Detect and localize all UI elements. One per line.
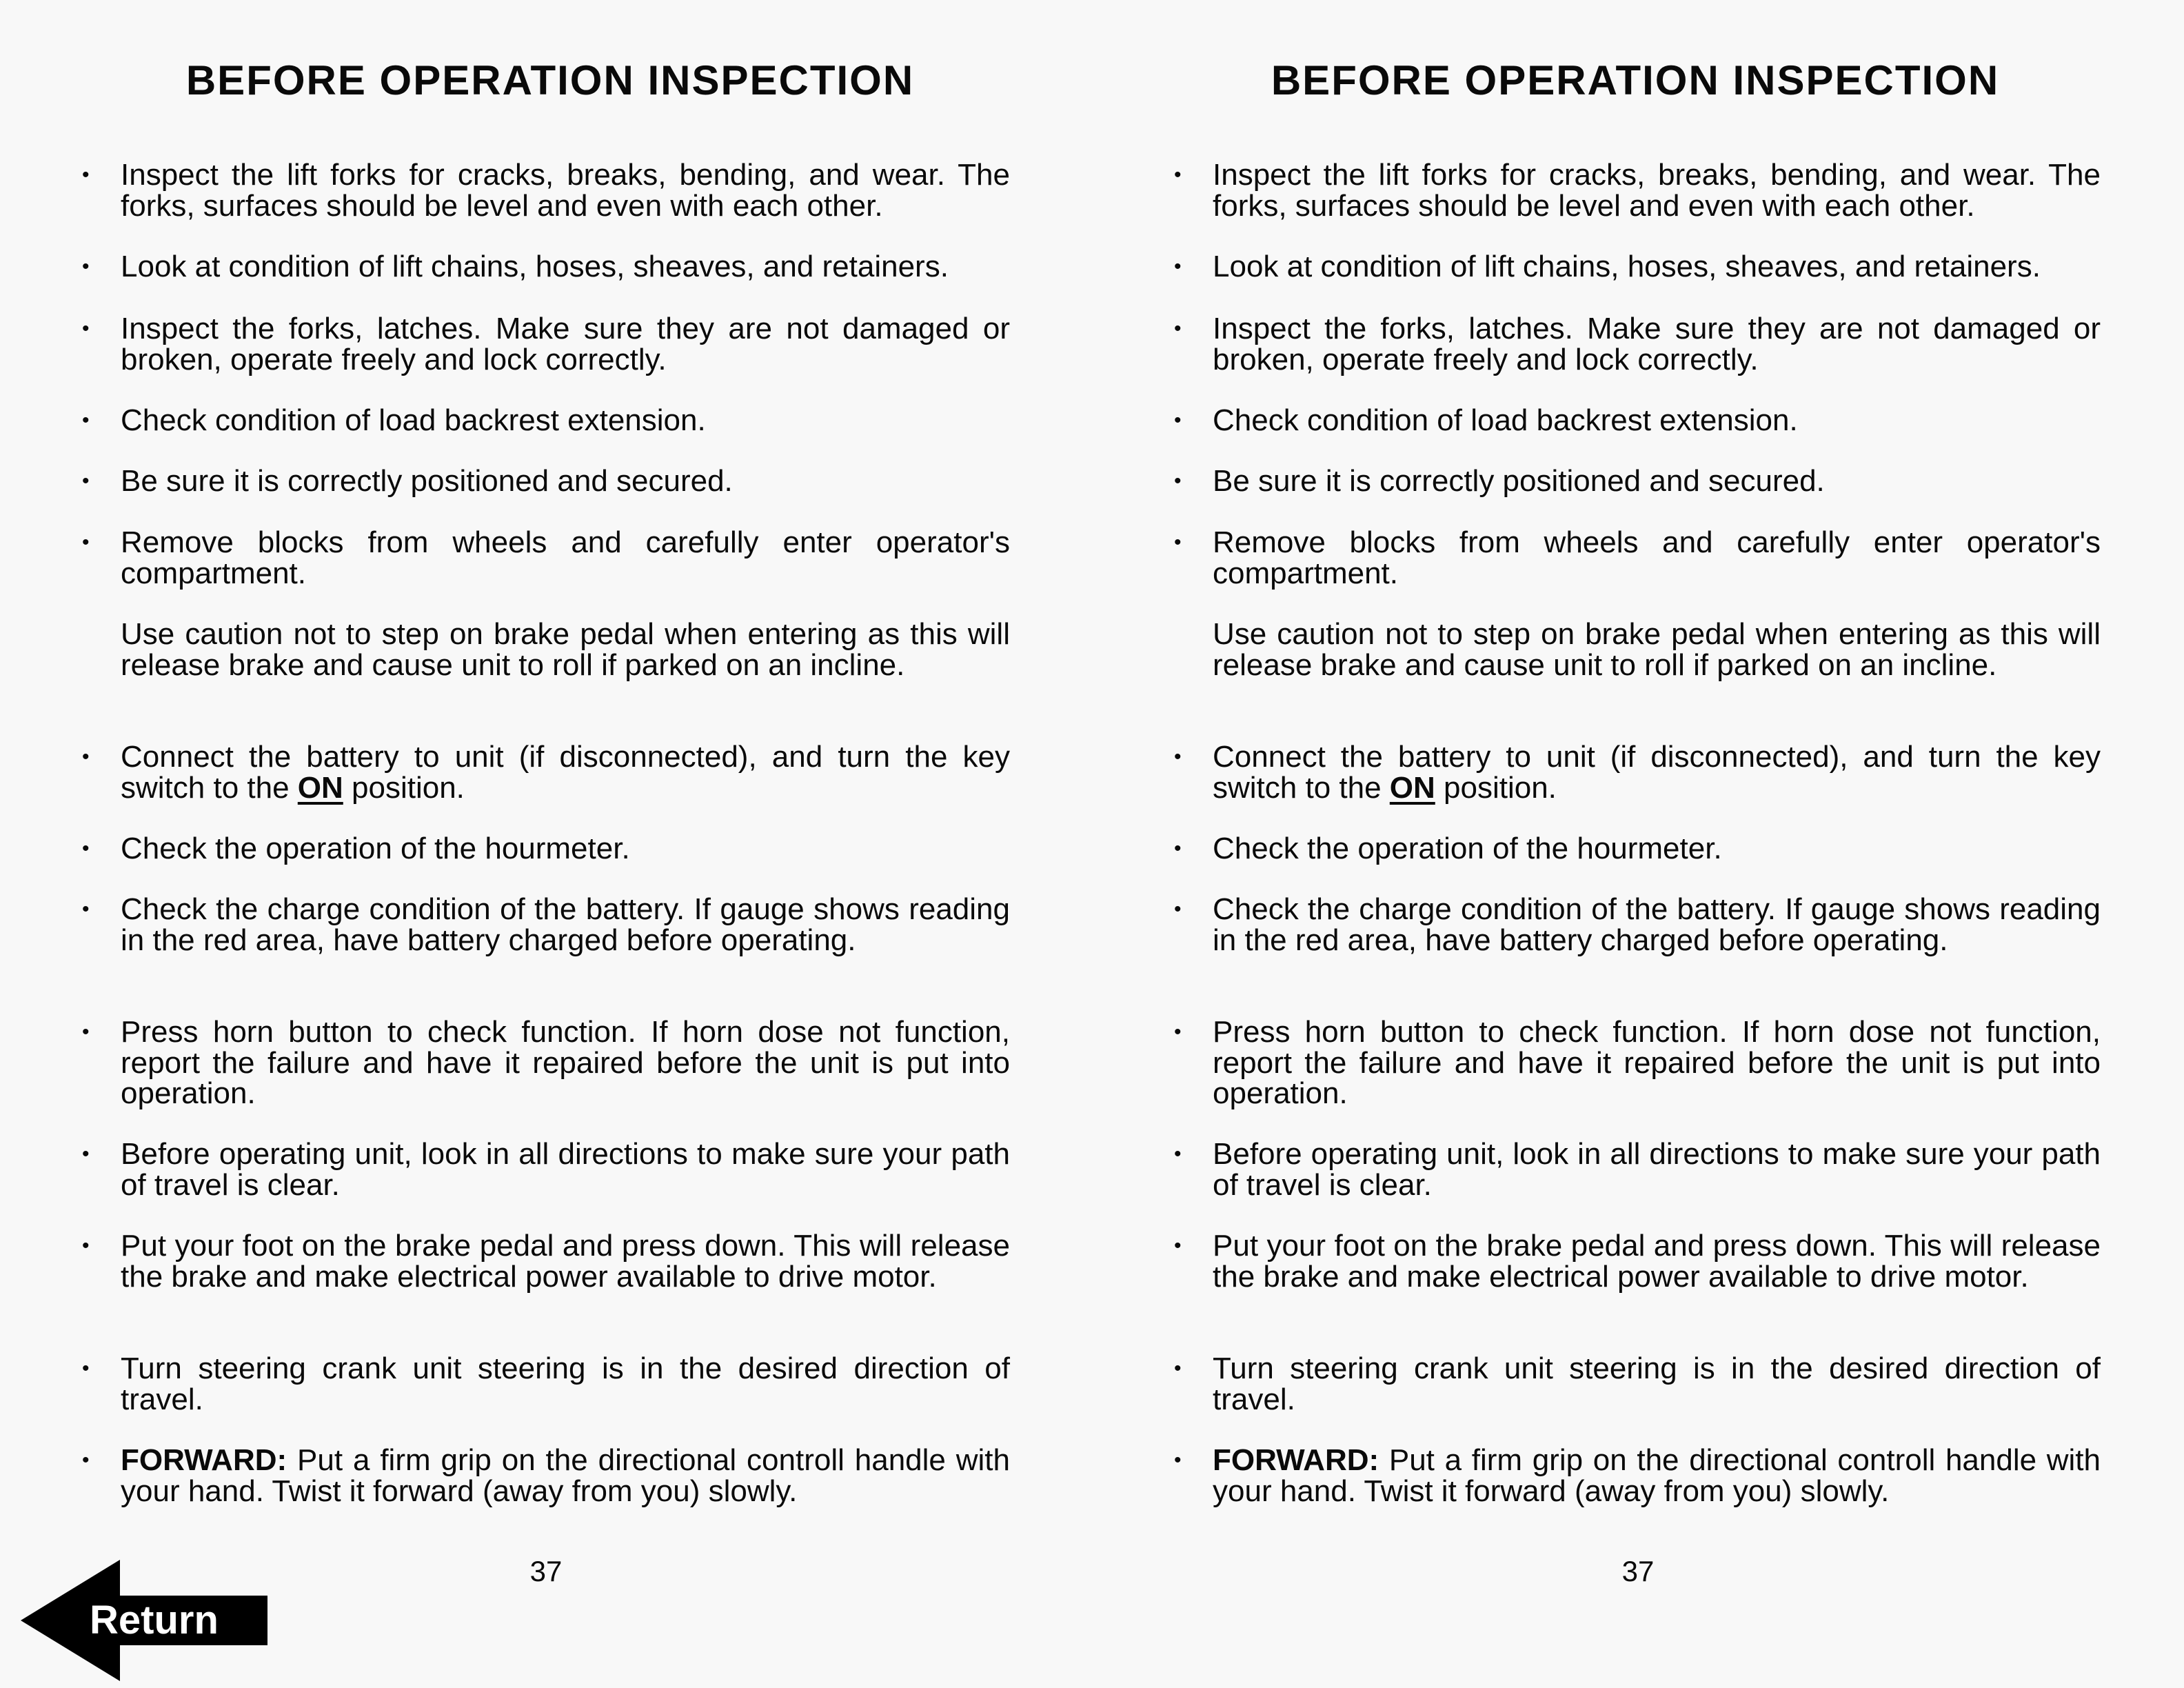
on-emphasis: ON bbox=[297, 770, 343, 805]
item-text: Use caution not to step on brake pedal when entering as this will release brake and cause unit to roll if parked on an incline. bbox=[1213, 617, 2101, 682]
item-text: Before operating unit, look in all directions to make sure your path of travel is clear. bbox=[1213, 1137, 2101, 1202]
page-title: BEFORE OPERATION INSPECTION bbox=[185, 57, 915, 103]
bullet-icon: • bbox=[1174, 898, 1182, 921]
item-text: Remove blocks from wheels and carefully enter operator's compartment. bbox=[121, 525, 1010, 590]
bullet-icon: • bbox=[82, 898, 90, 921]
item-text: Be sure it is correctly positioned and secured. bbox=[1213, 464, 1825, 498]
item-text: Use caution not to step on brake pedal when entering as this will release brake and cause unit to roll if parked on an incline. bbox=[121, 617, 1010, 682]
bullet-icon: • bbox=[82, 163, 90, 186]
item-text: Put a firm grip on the directional controll handle with your hand. Twist it forward (away from you) slowly. bbox=[121, 1443, 1010, 1508]
list-item bbox=[1174, 158, 2101, 223]
item-text: Inspect the lift forks for cracks, breaks, bending, and wear. The forks, surfaces should be level and even with each other. bbox=[1213, 158, 2101, 223]
item-text: Check the operation of the hourmeter. bbox=[121, 832, 630, 865]
item-text: Press horn button to check function. If horn dose not function, report the failure and have it repaired before the unit is put into operation. bbox=[1213, 1015, 2101, 1110]
list-item bbox=[82, 403, 1010, 437]
list-item bbox=[82, 1352, 1010, 1416]
item-text: Put your foot on the brake pedal and press down. This will release the brake and make electrical power available to drive motor. bbox=[121, 1229, 1010, 1294]
bullet-icon: • bbox=[1174, 409, 1182, 432]
inspection-list bbox=[1092, 0, 2184, 1586]
item-text: Remove blocks from wheels and carefully enter operator's compartment. bbox=[1213, 525, 2101, 590]
bullet-icon: • bbox=[1174, 255, 1182, 278]
bullet-icon: • bbox=[1174, 837, 1182, 860]
bullet-icon: • bbox=[82, 409, 90, 432]
bullet-icon: • bbox=[82, 1234, 90, 1257]
list-item bbox=[82, 525, 1010, 590]
list-item bbox=[1174, 312, 2101, 376]
page-number: 37 bbox=[1621, 1555, 1655, 1587]
list-item bbox=[1174, 832, 2101, 865]
bullet-icon: • bbox=[1174, 531, 1182, 554]
page-title: BEFORE OPERATION INSPECTION bbox=[1271, 57, 2000, 103]
list-item bbox=[1174, 464, 2101, 498]
item-text: Press horn button to check function. If horn dose not function, report the failure and have it repaired before the unit is put into operation. bbox=[121, 1015, 1010, 1110]
list-item bbox=[82, 1443, 1010, 1508]
return-label: Return bbox=[90, 1598, 219, 1642]
bullet-icon: • bbox=[82, 255, 90, 278]
item-text: Look at condition of lift chains, hoses, sheaves, and retainers. bbox=[1213, 250, 2041, 283]
list-item bbox=[1174, 1443, 2101, 1508]
item-text: Inspect the forks, latches. Make sure they are not damaged or broken, operate freely and lock correctly. bbox=[1213, 312, 2101, 376]
item-text: Check condition of load backrest extension. bbox=[1213, 403, 1798, 437]
on-emphasis: ON bbox=[1389, 770, 1435, 805]
list-item bbox=[82, 892, 1010, 957]
return-button[interactable] bbox=[21, 1560, 269, 1681]
bullet-icon: • bbox=[1174, 163, 1182, 186]
item-text-after: position. bbox=[1435, 770, 1557, 805]
bullet-icon: • bbox=[82, 1143, 90, 1165]
list-item bbox=[1174, 1137, 2101, 1202]
item-text: Look at condition of lift chains, hoses, sheaves, and retainers. bbox=[121, 250, 949, 283]
bullet-icon: • bbox=[82, 837, 90, 860]
bullet-icon: • bbox=[1174, 1357, 1182, 1380]
list-item bbox=[82, 312, 1010, 376]
list-item bbox=[1174, 525, 2101, 590]
right-page bbox=[1092, 0, 2184, 1688]
list-item bbox=[82, 1229, 1010, 1294]
list-item bbox=[1174, 892, 2101, 957]
forward-label: FORWARD: bbox=[1213, 1443, 1379, 1477]
item-text: Turn steering crank unit steering is in the desired direction of travel. bbox=[1213, 1352, 2101, 1416]
list-item bbox=[82, 464, 1010, 498]
inspection-list bbox=[0, 0, 1092, 1586]
bullet-icon: • bbox=[82, 1449, 90, 1471]
bullet-icon: • bbox=[82, 1357, 90, 1380]
bullet-icon: • bbox=[82, 1021, 90, 1043]
item-text: Check the operation of the hourmeter. bbox=[1213, 832, 1722, 865]
list-item bbox=[1174, 1015, 2101, 1110]
bullet-icon: • bbox=[1174, 745, 1182, 768]
bullet-icon: • bbox=[1174, 470, 1182, 492]
item-text: Connect the battery to unit (if disconnected), and turn the key switch to the bbox=[121, 740, 1010, 805]
item-text: Put your foot on the brake pedal and press down. This will release the brake and make electrical power available to drive motor. bbox=[1213, 1229, 2101, 1294]
item-text: Turn steering crank unit steering is in the desired direction of travel. bbox=[121, 1352, 1010, 1416]
item-text: Inspect the lift forks for cracks, breaks, bending, and wear. The forks, surfaces should be level and even with each other. bbox=[121, 158, 1010, 223]
item-text-after: position. bbox=[343, 770, 465, 805]
list-item bbox=[1174, 1229, 2101, 1294]
caution-paragraph bbox=[1213, 619, 2101, 681]
list-item bbox=[1174, 1352, 2101, 1416]
bullet-icon: • bbox=[82, 531, 90, 554]
list-item bbox=[1174, 250, 2101, 283]
item-text: Before operating unit, look in all directions to make sure your path of travel is clear. bbox=[121, 1137, 1010, 1202]
item-text: Check condition of load backrest extension. bbox=[121, 403, 706, 437]
list-item bbox=[82, 1015, 1010, 1110]
list-item bbox=[82, 1137, 1010, 1202]
list-item bbox=[82, 250, 1010, 283]
item-text: Put a firm grip on the directional controll handle with your hand. Twist it forward (away from you) slowly. bbox=[1213, 1443, 2101, 1508]
bullet-icon: • bbox=[1174, 1449, 1182, 1471]
bullet-icon: • bbox=[82, 745, 90, 768]
forward-label: FORWARD: bbox=[121, 1443, 287, 1477]
bullet-icon: • bbox=[82, 470, 90, 492]
bullet-icon: • bbox=[1174, 1021, 1182, 1043]
item-text: Check the charge condition of the battery. If gauge shows reading in the red area, have battery charged before operating. bbox=[121, 892, 1010, 957]
list-item bbox=[1174, 740, 2101, 805]
list-item bbox=[82, 740, 1010, 805]
item-text: Inspect the forks, latches. Make sure they are not damaged or broken, operate freely and lock correctly. bbox=[121, 312, 1010, 376]
item-text: Check the charge condition of the battery. If gauge shows reading in the red area, have battery charged before operating. bbox=[1213, 892, 2101, 957]
bullet-icon: • bbox=[1174, 1143, 1182, 1165]
page-number: 37 bbox=[529, 1555, 563, 1587]
list-item bbox=[82, 158, 1010, 223]
item-text: Connect the battery to unit (if disconnected), and turn the key switch to the bbox=[1213, 740, 2101, 805]
bullet-icon: • bbox=[1174, 1234, 1182, 1257]
bullet-icon: • bbox=[1174, 317, 1182, 340]
item-text: Be sure it is correctly positioned and secured. bbox=[121, 464, 733, 498]
list-item bbox=[82, 832, 1010, 865]
caution-paragraph bbox=[121, 619, 1010, 681]
bullet-icon: • bbox=[82, 317, 90, 340]
list-item bbox=[1174, 403, 2101, 437]
